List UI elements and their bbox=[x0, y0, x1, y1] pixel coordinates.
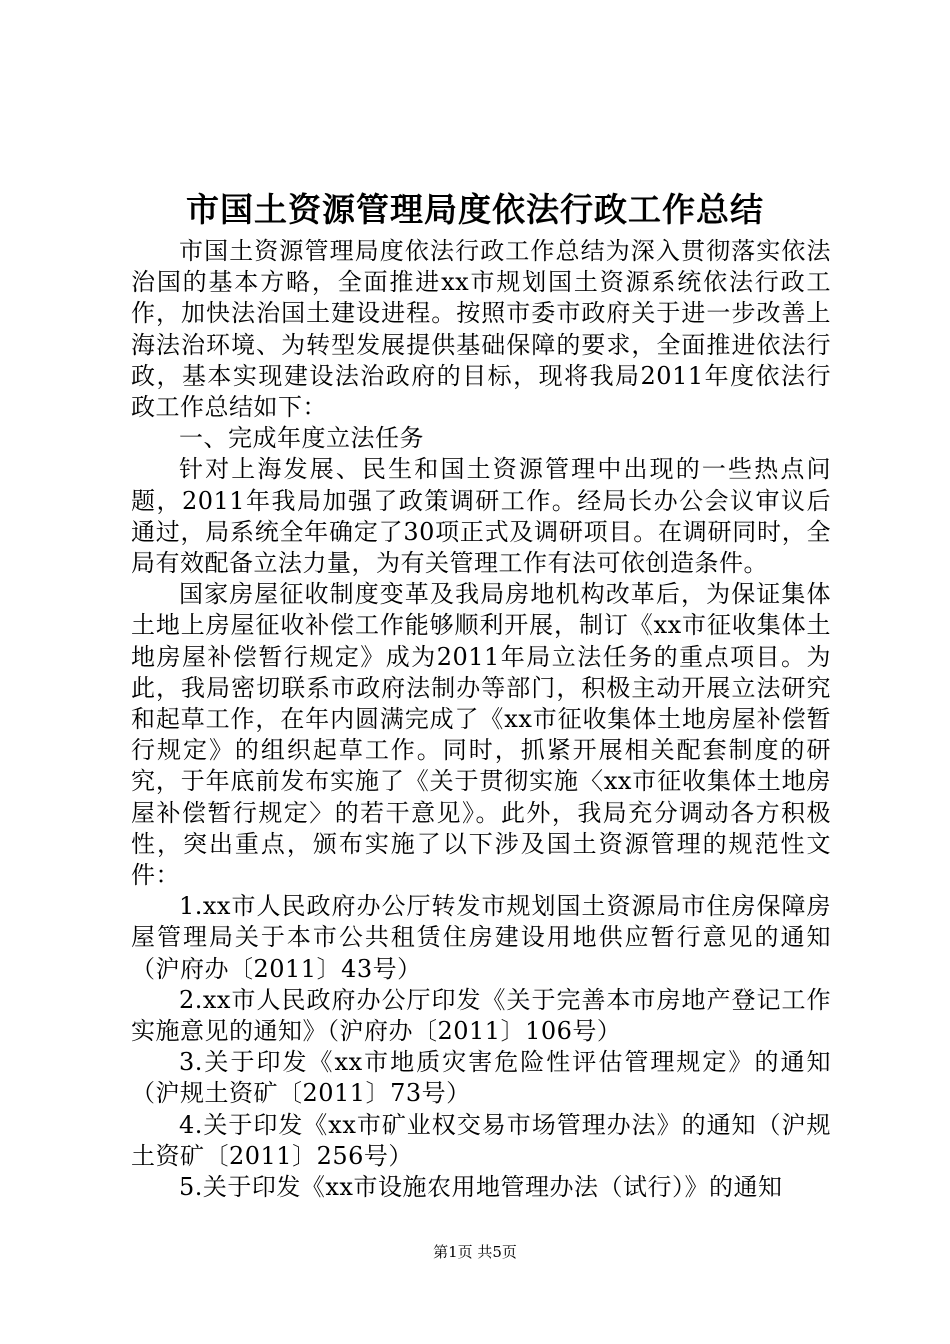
list-item: 2.xx市人民政府办公厅印发《关于完善本市房地产登记工作实施意见的通知》（沪府办〔2011〕106号） bbox=[131, 985, 831, 1046]
list-item: 4.关于印发《xx市矿业权交易市场管理办法》的通知（沪规土资矿〔2011〕256号） bbox=[131, 1110, 831, 1170]
body-paragraph: 国家房屋征收制度变革及我局房地机构改革后，为保证集体土地上房屋征收补偿工作能够顺利开展，制订《xx市征收集体土地房屋补偿暂行规定》成为2011年局立法任务的重点项目。为此，我局密切联系市政府法制办等部门，积极主动开展立法研究和起草工作，在年内圆满完成了《xx市征收集体土地房屋补偿暂行规定》的组织起草工作。同时，抓紧开展相关配套制度的研究，于年底前发布实施了《关于贯彻实施〈xx市征收集体土地房屋补偿暂行规定〉的若干意见》。此外，我局充分调动各方积极性，突出重点，颁布实施了以下涉及国土资源管理的规范性文件： bbox=[131, 580, 831, 890]
list-item: 1.xx市人民政府办公厅转发市规划国土资源局市住房保障房屋管理局关于本市公共租赁住房建设用地供应暂行意见的通知（沪府办〔2011〕43号） bbox=[131, 892, 831, 983]
body-paragraph: 针对上海发展、民生和国土资源管理中出现的一些热点问题，2011年我局加强了政策调研工作。经局长办公会议审议后通过，局系统全年确定了30项正式及调研项目。在调研同时，全局有效配备立法力量，为有关管理工作有法可依创造条件。 bbox=[131, 455, 831, 578]
section-heading: 一、完成年度立法任务 bbox=[179, 424, 424, 453]
intro-paragraph: 市国土资源管理局度依法行政工作总结为深入贯彻落实依法治国的基本方略，全面推进xx市规划国土资源系统依法行政工作，加快法治国土建设进程。按照市委市政府关于进一步改善上海法治环境、为转型发展提供基础保障的要求，全面推进依法行政，基本实现建设法治政府的目标，现将我局2011年度依法行政工作总结如下： bbox=[131, 237, 831, 422]
list-item: 3.关于印发《xx市地质灾害危险性评估管理规定》的通知（沪规土资矿〔2011〕73号） bbox=[131, 1048, 831, 1108]
document-body bbox=[131, 236, 831, 1203]
document-title: 市国土资源管理局度依法行政工作总结 bbox=[186, 190, 764, 229]
list-item: 5.关于印发《xx市设施农用地管理办法（试行）》的通知 bbox=[179, 1173, 783, 1202]
page-number-footer: 第1页 共5页 bbox=[433, 1243, 517, 1261]
